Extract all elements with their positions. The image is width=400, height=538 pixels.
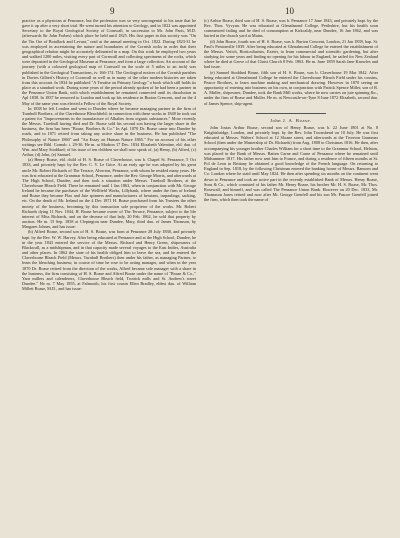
right-page-number: 10 — [285, 6, 294, 16]
divider-line — [256, 113, 326, 114]
page-header — [22, 6, 378, 18]
section-heading: John J. A. Boase. — [270, 117, 312, 123]
left-page-number: 9 — [110, 6, 115, 16]
right-column — [204, 18, 378, 291]
paragraph: In 1838 he left London and went to Dundee where he became managing partner in the firm of Turnbull Brothers, of the Clarethouse Bleachfield; in connection with these works in 1848 he took out a patent for "Improvements in the manufacture of Alkalies from organic substances." More recently the Messrs. Turnbull having died and Dr. Boase sold his second son having the larger share in the business, the firm has been "Boase, Brothers & Co." In Apl. 1870 Dr. Boase came into Dundee by roads, and in 1871 retired from taking any active share in the business. He has published "The Philosophy of Nature 1860" and "An Essay on Human Nature 1865." For an account of his other writings see Bibl. Cornub. i. 29-36. He m. at Madron 17 Dec. 1834 Elizabeth Valentine, eld. dau. of Wm. and Mary Stoddard; of his issue of ten children we shall now speak of, (a) Henry, (b) Alfred, (c) Arthur, (d) John, (e) Samuel. — [22, 105, 196, 158]
paragraph: (a) Henry Boase, eld. child of H. S. Boase of Claverhouse, was b. Chapel St. Penzance, 5 Oct 1833, and privately bapt. by the Rev. C. V. Le Grice. At an early age he was adopted by his great uncle Mr. Robert Richards of The Terrace, Alverton, Penzance, with whom he resided many years. He was first educated at the Grammar School, Penzance, under the Rev. George Morris, and afterwards at The High School, Dundee, and then took a situation under Messrs. Turnbull Brothers, at the Claverhouse Bleach Field. There he remained until 1 Jan 1863, when in conjunction with Mr. George Ireland he became the purchaser of the Wellfield Works, Lillybank, where under the firm of Ireland and Boase they became Flax and Jute spinners and manufacturers of hessians, tarpaulings, sacking, etc. On the death of Mr. Ireland on the 4 Dec 1871 H. Boase purchased from his Trustees the other moiety of the business, becoming by this transaction sole proprietor of the works. Mr. Robert Richards dying 11 Nov. 1844, H. Boase became owner of The Terrace, Penzance, subject to the life interest of Miss Richards, and on the decease of that lady, 20 Feb. 1862, he sold that property by auction. He m. 15 Sep. 1858 at Clepington near Dundee, Mary, third dau. of James Thomson, by Margaret Johnes, and has issue: — [22, 157, 196, 230]
section-divider — [204, 110, 378, 115]
paragraph: (b) Alfred Boase, second son of H. S. Boase, was born at Penzance 28 July 1838, and privately bapt. by the Rev. W. W. Harvey. After being educated at Penzance and at the High School, Dundee, he in the year 1843 entered the service of the Messrs. Richard and Henry Green, shipowners of Blackwall, as a midshipman, and in that capacity made several voyages to the East Indies, Australia and other places. In 1862 the state of his health obliged him to leave the sea, and he entered the Claverhouse Bleach Field (Messrs. Turnbull Brothers) then under his father, as managing Partner, to learn the bleaching business; in course of time he rose to be acting manager, and when in the year 1870 Dr. Boase retired from the direction of the works, Alfred became sole manager with a share in the business, the firm consisting of H. S. Boase and Alfred Boase under the name of "Boase & Co.," Yarn millers and calenderers, Claverhouse Bleach field, Trottick mills and St. Andrew's street Dundee." He m. 7 May 1855, at Falmouth, his first cousin Ellen Bradley, eldest dau. of William Millett Boase, M.D., and has issue: — [22, 229, 196, 292]
paragraph: John Josias Arthur Boase, second son of Henry Boase, was b. 22 June 1801 at No. 8 Knightsbridge, London, and privately bapt. by the Rev. John Townshend on 10 July. He was first educated at Messrs. Walters' School at 12 Sloane street, and afterwards at the Tiverton Grammar School (then under the Mastership of Dr. Richards) from Aug. 1808 to Christmas 1816. He then, after accompanying his younger brother Charles William for a short time to the Grammar School, Helston, was placed in the Bank of Messrs. Batten Carne and Carne of Penzance where he remained until Midsummer 1817. His father now sent him to France, and during a residence of fifteen months at St. Pol de Leon in Brittany he obtained a good knowledge of the French language. On returning to England in Sep. 1818, by the following Christmas entered the banking house of Messrs. Ransom and Co. London where he staid until May 1824. He then after spending six months on the continent went down to Penzance and took an active part in the recently established Bank of Messrs. Henry Boase, Sons & Co., which consisted of his father Mr. Henry Boase, his brother Mr. H. S. Boase, Mr. Thos. Rosewall, and himself, and was called The Penzance Union Bank. However on 20 Dec. 1833, Mr. Thomason Jones retired and now after Mr. George Grenfell and his son Mr. Pascoe Grenfell joined the firm, which then took the name of — [204, 124, 378, 203]
left-column — [22, 18, 196, 291]
paragraph: practice as a physician at Penzance, but the profession was so very uncongenial to his taste that he gave it up after a very short trial. He went turned his attention to Geology, and in 1822 was appointed Secretary to the Royal Geological Society of Cornwall, in succession to Mr. John Paris, M.D. (afterwards Sir John Forbes) which place he held until 1825. His first paper in this society was "On the Tin Ore of Botallack and Levant," read at the annual meeting in Oct. 1822. During 1823-31 he was employed in ascertaining the nature and boundaries of the Cornish rocks in order that their geographical relation might be accurately delineated in a map. On this work he employed two years and walked 1200 miles, visiting every part of Cornwall and collecting specimens of the rocks, which were deposited in the Geological Museum at Penzance, and form a large collection. An account of the journey (with a coloured geological map of Cornwall on the scale of 5 miles to an inch) was published in the Geological Transactions, iv. 166-174. The Geological notices of the Cornish parishes in Davies Gilbert's History of Cornwall as well as in many of the other modern histories are taken from this account. In 1834 he published "A Treatise on Primary Geology" a book which still holds its place as a standard work. During some years of the period already spoken of he had been a partner in the Penzance Union Bank, with which establishment he remained connected until its dissolution in Apl 1838. In 1837 he removed to London and took up his residence in Burton Crescent, and on the 4 May of the same year was elected a Fellow of the Royal Society. — [22, 18, 196, 106]
paragraph: (d) John Boase, fourth son of H. S. Boase, was b. Burton Crescent, London, 21 Jan 1839, bap. St. Paul's Pentonville 1839. After being educated at Glenalmond College he entered the establishment of the Messrs. Veitch, Horticulturists, Exeter, to learn commercial and scientific gardening, but after studying for some years and finding no opening for his labour in England, he sailed for New Zealand where he died at Grove of that Christ Church 8 Feb. 1863. He m. June 1859 Sarah Jane Knowles and had issue. — [204, 38, 378, 70]
text-columns — [22, 18, 378, 291]
paragraph: (e) Samuel Stoddard Boase, fifth son of H. S. Boase, was b. Claverhouse 19 Mar 1842. After being educated at Glenalmond College he entered the Claverhouse Bleach Field under his cousins, Pearce Brothers, to learn machine making and mechanical drawing. However in 1870 seeing an opportunity of entering into business on his own, in conjunction with Patrick Spence Miller, son of R. A. Muller, shipowner, Dundee, took the Bank Mill works, where he now carries on jute spinning &c., under the firm of Boase and Muller. He m. at Newcastle-on-Tyne 8 June 1872 Elizabeth, second dau. of James Spence, ship-agent. — [204, 69, 378, 106]
paragraph: (c) Arthur Boase, third son of H. S. Boase, was b. Penzance 17 June 1843, and privately bapt. by the Rev. Thos. Vyvyan. He was educated at Glenalmond College, Perthshire, but his health soon commenced failing and he died of consumption at Kirkcaldy, near Dundee, 16 Jan 1862, and was buried in the church yard at Mains. — [204, 18, 378, 39]
